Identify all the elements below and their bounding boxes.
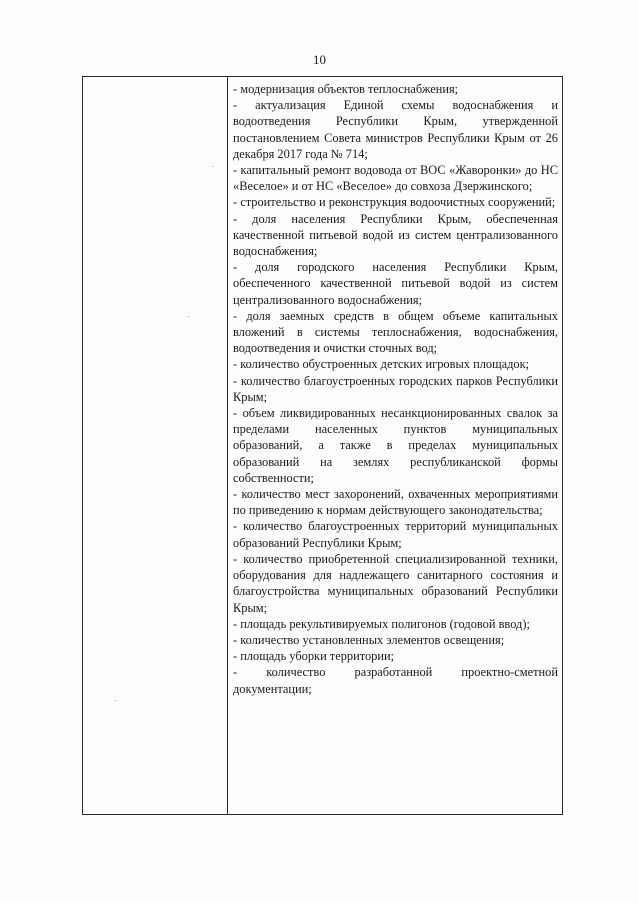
list-item: - площадь уборки территории; <box>233 649 395 664</box>
list-item: - капитальный ремонт водовода от ВОС «Жаворонки» до НС «Веселое» и от НС «Веселое» до совхоза Дзержинского; <box>233 163 558 194</box>
scan-speck <box>188 316 189 317</box>
list-item: - строительство и реконструкция водоочистных сооружений; <box>233 195 556 210</box>
scan-speck <box>115 700 116 701</box>
table-left-column <box>83 77 228 814</box>
list-item: - количество установленных элементов освещения; <box>233 632 505 647</box>
list-item: - объем ликвидированных несанкционированных свалок за пределами населенных пунктов муниципальных образований, а также в пределах муниципальных образований на землях республиканской формы собственности; <box>233 406 558 485</box>
scan-speck <box>212 166 213 167</box>
list-item: - модернизация объектов теплоснабжения; <box>233 82 459 96</box>
list-item: - количество благоустроенных территорий муниципальных образований Республики Крым; <box>233 519 558 550</box>
list-item: - актуализация Единой схемы водоснабжения и водоотведения Республики Крым, утвержденной постановлением Совета министров Республики Крым от 26 декабря 2017 года № 714; <box>233 98 558 161</box>
list-item: - количество приобретенной специализированной техники, оборудования для надлежащего санитарного состояния и благоустройства муниципальных образований Республики Крым; <box>233 551 558 615</box>
list-item: - площадь рекультивируемых полигонов (годовой ввод); <box>233 616 530 631</box>
list-item: - доля заемных средств в общем объеме капитальных вложений в системы теплоснабжения, водоснабжения, водоотведения и очистки сточных вод; <box>233 308 558 356</box>
list-item: - количество благоустроенных городских парков Республики Крым; <box>233 373 558 404</box>
page-number: 10 <box>313 52 326 67</box>
list-item: - доля населения Республики Крым, обеспеченная качественной питьевой водой из систем централизованного водоснабжения; <box>233 211 558 259</box>
list-item: - количество разработанной проектно-сметной документации; <box>233 665 558 696</box>
list-item: - доля городского населения Республики Крым, обеспеченного качественной питьевой водой из систем централизованного водоснабжения; <box>233 260 558 307</box>
list-item: - количество обустроенных детских игровых площадок; <box>233 357 530 372</box>
document-table <box>82 76 563 815</box>
list-item: - количество мест захоронений, охваченных мероприятиями по приведению к нормам действующего законодательства; <box>233 487 558 518</box>
table-right-column <box>228 77 562 814</box>
